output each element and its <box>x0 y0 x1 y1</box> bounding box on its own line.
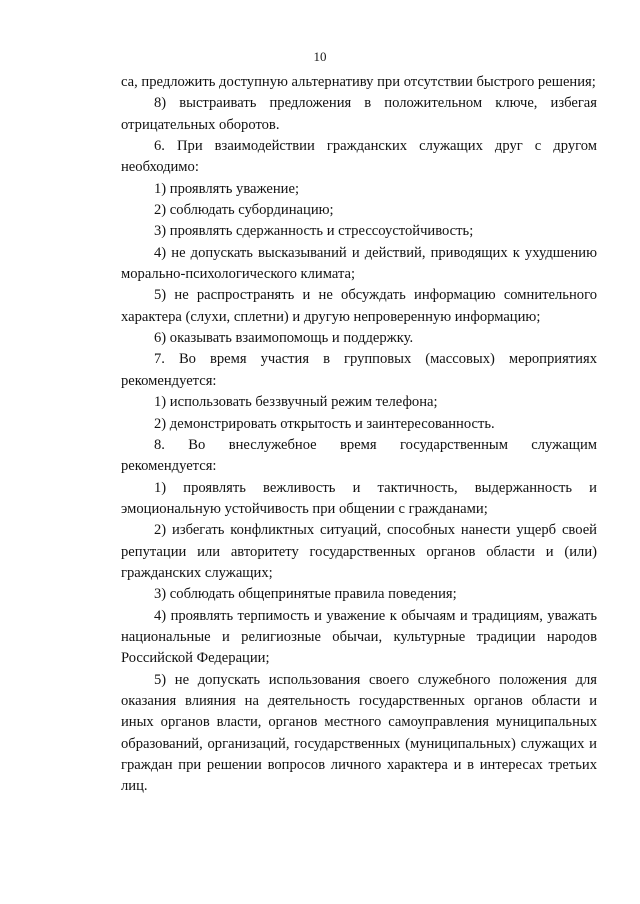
section-8-item-3: 3) соблюдать общепринятые правила поведения; <box>154 586 457 603</box>
section-8-item-1: 1) проявлять вежливость и тактичность, выдержанность и эмоциональную устойчивость при общении с гражданами; <box>121 479 597 517</box>
paragraph-continuation: са, предложить доступную альтернативу при отсутствии быстрого решения; <box>121 74 596 90</box>
section-8-item-5: 5) не допускать использования своего служебного положения для оказания влияния на деятельность государственных органов области и иных органов власти, органов местного самоуправления муниципальных образований, организаций, государственных (муниципальных) служащих и граждан при решении вопросов личного характера и в интересах третьих лиц. <box>121 671 597 795</box>
section-8-heading: 8. Во внеслужебное время государственным служащим рекомендуется: <box>121 436 597 475</box>
list-item-8-positive-phrasing: 8) выстраивать предложения в положительном ключе, избегая отрицательных оборотов. <box>121 95 597 133</box>
section-7-heading: 7. Во время участия в групповых (массовых) мероприятиях рекомендуется: <box>121 351 597 389</box>
section-8-item-2: 2) избегать конфликтных ситуаций, способных нанести ущерб своей репутации или авторитету государственных органов области и (или) гражданских служащих; <box>121 522 597 581</box>
section-7-item-2: 2) демонстрировать открытость и заинтересованность. <box>154 415 495 432</box>
document-body <box>121 72 597 798</box>
section-6-item-4: 4) не допускать высказываний и действий, приводящих к ухудшению морально-психологического климата; <box>121 244 597 283</box>
section-6-item-1: 1) проявлять уважение; <box>154 180 300 197</box>
section-6-item-2: 2) соблюдать субординацию; <box>154 202 334 219</box>
section-8-item-4: 4) проявлять терпимость и уважение к обычаям и традициям, уважать национальные и религиозные обычаи, культурные традиции народов Российской Федерации; <box>121 607 597 667</box>
section-6-item-6: 6) оказывать взаимопомощь и поддержку. <box>154 330 414 347</box>
section-6-item-5: 5) не распространять и не обсуждать информацию сомнительного характера (слухи, сплетни) и другую непроверенную информацию; <box>121 287 597 325</box>
page-number: 10 <box>313 49 327 64</box>
section-6-item-3: 3) проявлять сдержанность и стрессоустойчивость; <box>154 223 474 240</box>
section-7-item-1: 1) использовать беззвучный режим телефона; <box>154 394 438 411</box>
section-6-heading: 6. При взаимодействии гражданских служащих друг с другом необходимо: <box>121 138 597 176</box>
